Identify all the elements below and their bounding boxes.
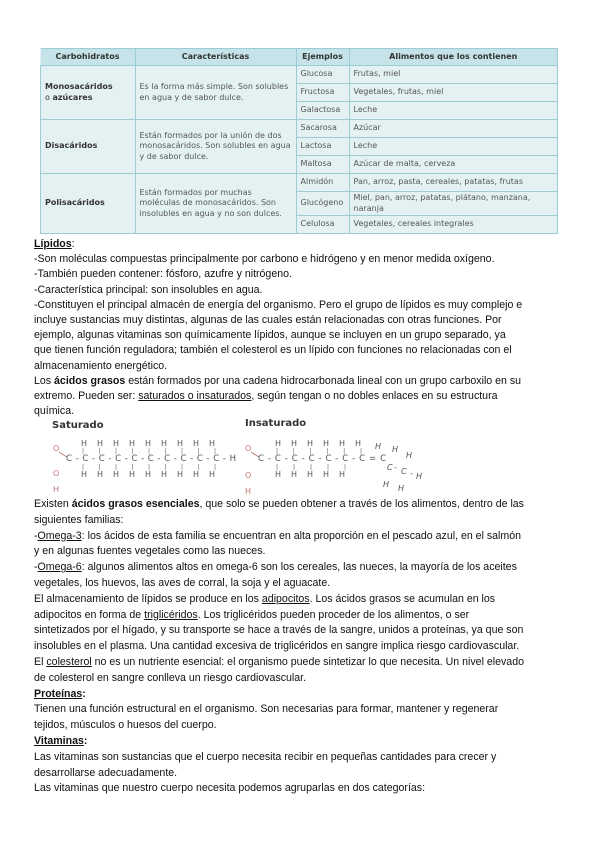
text-line bbox=[34, 298, 574, 313]
example-foods: Miel, pan, arroz, patatas, plátano, manzana, naranja bbox=[349, 192, 558, 216]
header-ejemplos: Ejemplos bbox=[296, 49, 349, 66]
hydroxyl-oxygen: O bbox=[245, 471, 252, 480]
example-name: Galactosa bbox=[296, 102, 349, 120]
text-segment: vegetales, los huevos, las aves de corral, la soja y el aguacate. bbox=[34, 576, 331, 589]
lipids-section bbox=[34, 237, 574, 419]
hydroxyl-hydrogen: H bbox=[53, 485, 60, 494]
text-segment: desarrollarse adecuadamente. bbox=[34, 766, 178, 779]
bottom-bonds: | | | | | bbox=[276, 464, 346, 471]
bold-term: ácidos grasos esenciales bbox=[71, 498, 200, 510]
top-hydrogens: H H H H H H H H H bbox=[81, 439, 215, 448]
group-disacaridos: Disacáridos bbox=[41, 120, 136, 174]
text-line bbox=[34, 529, 574, 545]
text-line bbox=[34, 267, 574, 282]
bold-term: : bbox=[83, 734, 88, 747]
text-line bbox=[34, 544, 574, 560]
underlined-term: triglicéridos bbox=[144, 608, 198, 621]
text-segment: -Son moléculas compuestas principalmente por carbono e hidrógeno y en menor medida oxígeno. bbox=[34, 253, 495, 266]
group-description: Están formados por muchas moléculas de monosacáridos. Son insolubles en agua y no son dulces. bbox=[135, 174, 296, 234]
bottom-bonds: | | | | | | | | | bbox=[82, 464, 216, 471]
example-name: Fructosa bbox=[296, 84, 349, 102]
oxygen-atom: O bbox=[53, 444, 60, 453]
chain-tail bbox=[375, 442, 422, 493]
group-name-connector: o bbox=[45, 92, 53, 102]
text-segment: Tienen una función estructural en el organismo. Son necesarias para formar, mantener y regenerar bbox=[34, 703, 499, 716]
text-line bbox=[34, 623, 574, 639]
example-name: Glucosa bbox=[296, 66, 349, 84]
text-line bbox=[34, 718, 574, 734]
header-alimentos: Alimentos que los contienen bbox=[349, 49, 558, 66]
lipids-proteins-vitamins-section bbox=[34, 497, 574, 797]
text-segment: extremo. Pueden ser: bbox=[34, 390, 139, 403]
text-line bbox=[34, 766, 574, 782]
text-segment: siguientes familias: bbox=[34, 513, 124, 526]
example-foods: Vegetales, cereales integrales bbox=[349, 216, 558, 234]
example-name: Lactosa bbox=[296, 138, 349, 156]
group-polisacaridos: Polisacáridos bbox=[41, 174, 136, 234]
text-segment: Las vitaminas que nuestro cuerpo necesita podemos agruparlas en dos categorías: bbox=[34, 782, 426, 795]
text-segment: ejemplo, algunas vitaminas son químicamente lípidos, aunque se incluyen en un grupo separado, ya bbox=[34, 329, 506, 342]
saturated-fatty-acid bbox=[52, 420, 236, 494]
text-segment: : los ácidos de esta familia se encuentran en alta proporción en el pescado azul, en el salmón bbox=[81, 529, 522, 542]
text-segment: : algunos alimentos altos en omega-6 son los cereales, las nueces, la mayoría de los aceites bbox=[81, 561, 517, 574]
unsaturated-fatty-acid bbox=[245, 418, 422, 496]
text-segment: y en algunas fuentes vegetales como las nueces. bbox=[34, 545, 266, 558]
example-name: Maltosa bbox=[296, 156, 349, 174]
table-row bbox=[41, 66, 558, 84]
text-line bbox=[34, 497, 574, 513]
bottom-hydrogens: H H H H H H H H H bbox=[81, 470, 215, 479]
bottom-hydrogens: H H H H H bbox=[275, 470, 345, 479]
example-foods: Azúcar de malta, cerveza bbox=[349, 156, 558, 174]
example-foods: Leche bbox=[349, 102, 558, 120]
text-segment: : bbox=[71, 238, 75, 250]
group-description: Están formados por la unión de dos monosacáridos. Son solubles en agua y de sabor dulce. bbox=[135, 120, 296, 174]
text-line bbox=[34, 592, 574, 608]
example-name: Sacarosa bbox=[296, 120, 349, 138]
text-segment: no es un nutriente esencial: el organismo puede sintetizar lo que necesita. Un nivel elevado bbox=[91, 655, 524, 668]
text-segment: , que solo se pueden obtener a través de los alimentos, dentro de las bbox=[199, 498, 524, 510]
text-line bbox=[34, 608, 574, 624]
table-row bbox=[41, 120, 558, 138]
top-bonds: | | | | | | | | | bbox=[82, 448, 216, 455]
example-foods: Leche bbox=[349, 138, 558, 156]
text-segment: incluye sustancias muy distintas, algunas de las cuales están relacionadas con otras funciones. Por bbox=[34, 314, 502, 327]
text-segment: están formados por una cadena hidrocarbonada lineal con un grupo carboxilo en su bbox=[125, 374, 522, 387]
text-line bbox=[34, 283, 574, 298]
bold-term: : bbox=[82, 687, 86, 700]
section-heading: Proteínas bbox=[34, 687, 83, 700]
text-segment: de colesterol en sangre conlleva un riesgo cardiovascular. bbox=[34, 671, 307, 684]
text-segment: química. bbox=[34, 405, 75, 418]
example-name: Celulosa bbox=[296, 216, 349, 234]
text-line bbox=[34, 513, 574, 529]
svg-text:H: H bbox=[416, 472, 423, 481]
table-header-row bbox=[41, 49, 558, 66]
text-segment: que tienen función reguladora; también el colesterol es un lípido con funciones no relacionadas con el bbox=[34, 344, 512, 357]
svg-text:H: H bbox=[392, 445, 399, 454]
top-hydrogens: H H H H H H bbox=[275, 439, 361, 448]
example-name: Almidón bbox=[296, 174, 349, 192]
unsaturated-label: Insaturado bbox=[245, 418, 307, 429]
svg-text:C: C bbox=[387, 463, 393, 472]
text-segment: almacenamiento energético. bbox=[34, 359, 168, 372]
text-line bbox=[34, 576, 574, 592]
table-row bbox=[41, 174, 558, 192]
text-segment: sintetizados por el hígado, y su transporte se hace a través de la sangre, unidos a proteínas, ya que son bbox=[34, 624, 524, 637]
underlined-term: colesterol bbox=[46, 655, 92, 668]
text-line bbox=[34, 252, 574, 267]
text-segment: - bbox=[34, 529, 38, 542]
underlined-term: adipocitos bbox=[261, 592, 310, 605]
text-line bbox=[34, 734, 574, 750]
text-segment: Las vitaminas son sustancias que el cuerpo necesita recibir en pequeñas cantidades para crecer y bbox=[34, 750, 497, 763]
text-segment: Los bbox=[34, 374, 55, 387]
text-segment: , según tengan o no dobles enlaces en su estructura bbox=[251, 390, 498, 403]
text-segment: El bbox=[34, 655, 47, 668]
text-line bbox=[34, 237, 574, 252]
text-line bbox=[34, 639, 574, 655]
text-line bbox=[34, 389, 574, 404]
text-segment: tejidos, músculos o huesos del cuerpo. bbox=[34, 719, 217, 732]
carbon-chain: C-C-C-C-C-C-C-C-C-C-H bbox=[66, 454, 236, 464]
example-foods: Pan, arroz, pasta, cereales, patatas, frutas bbox=[349, 174, 558, 192]
text-line bbox=[34, 702, 574, 718]
group-name: Monosacáridos bbox=[45, 82, 113, 91]
top-bonds: | | | | | | bbox=[276, 448, 362, 455]
text-segment: -Característica principal: son insolubles en agua. bbox=[34, 283, 263, 296]
group-description: Es la forma más simple. Son solubles en agua y de sabor dulce. bbox=[135, 66, 296, 120]
text-line bbox=[34, 374, 574, 389]
group-monosacaridos bbox=[41, 66, 136, 120]
svg-text:-: - bbox=[394, 463, 397, 472]
text-line bbox=[34, 313, 574, 328]
text-segment: insolubles en el plasma. Una cantidad excesiva de triglicéridos en sangre implica riesgo cardiovascular. bbox=[34, 640, 520, 653]
svg-text:C: C bbox=[401, 467, 407, 476]
fatty-acid-structures-figure bbox=[0, 405, 600, 500]
svg-text:-: - bbox=[410, 469, 413, 478]
section-heading: Vitaminas bbox=[34, 734, 84, 747]
text-segment: . Los ácidos grasos se acumulan en los bbox=[309, 592, 496, 605]
text-segment: -Constituyen el principal almacén de energía del organismo. Pero el grupo de lípidos es muy complejo e bbox=[34, 298, 523, 311]
text-segment: . Los triglicéridos pueden proceder de los alimentos, o ser bbox=[197, 608, 470, 621]
text-line bbox=[34, 655, 574, 671]
text-line bbox=[34, 781, 574, 797]
section-heading: Lípidos bbox=[34, 238, 72, 250]
text-segment: El almacenamiento de lípidos se produce en los bbox=[34, 592, 262, 605]
underlined-term: saturados o insaturados bbox=[138, 390, 252, 403]
svg-text:H: H bbox=[383, 480, 390, 489]
text-line bbox=[34, 750, 574, 766]
text-segment: - bbox=[34, 561, 38, 574]
text-line bbox=[34, 359, 574, 374]
text-line bbox=[34, 671, 574, 687]
text-line bbox=[34, 687, 574, 703]
example-foods: Azúcar bbox=[349, 120, 558, 138]
text-segment: -También pueden contener: fósforo, azufre y nitrógeno. bbox=[34, 268, 292, 281]
text-line bbox=[34, 343, 574, 358]
example-foods: Frutas, miel bbox=[349, 66, 558, 84]
example-foods: Vegetales, frutas, miel bbox=[349, 84, 558, 102]
text-segment: adipocitos en forma de bbox=[34, 608, 145, 621]
carbon-chain: C-C-C-C-C-C-C=C bbox=[258, 454, 386, 464]
underlined-term: Omega-3 bbox=[37, 529, 82, 542]
bold-term: ácidos grasos bbox=[54, 374, 126, 387]
hydroxyl-oxygen: O bbox=[53, 469, 60, 478]
svg-text:H: H bbox=[406, 451, 413, 460]
oxygen-atom: O bbox=[245, 444, 252, 453]
header-carbohidratos: Carbohidratos bbox=[41, 49, 136, 66]
header-caracteristicas: Características bbox=[135, 49, 296, 66]
carbohydrates-table bbox=[40, 48, 558, 234]
group-name-suffix: azúcares bbox=[52, 92, 93, 102]
hydroxyl-hydrogen: H bbox=[245, 487, 252, 496]
saturated-label: Saturado bbox=[52, 420, 104, 431]
example-name: Glucógeno bbox=[296, 192, 349, 216]
svg-text:H: H bbox=[375, 442, 382, 451]
text-segment: Existen bbox=[34, 498, 72, 510]
text-line bbox=[34, 560, 574, 576]
svg-text:H: H bbox=[398, 484, 405, 493]
text-line bbox=[34, 328, 574, 343]
underlined-term: Omega-6 bbox=[37, 561, 82, 574]
